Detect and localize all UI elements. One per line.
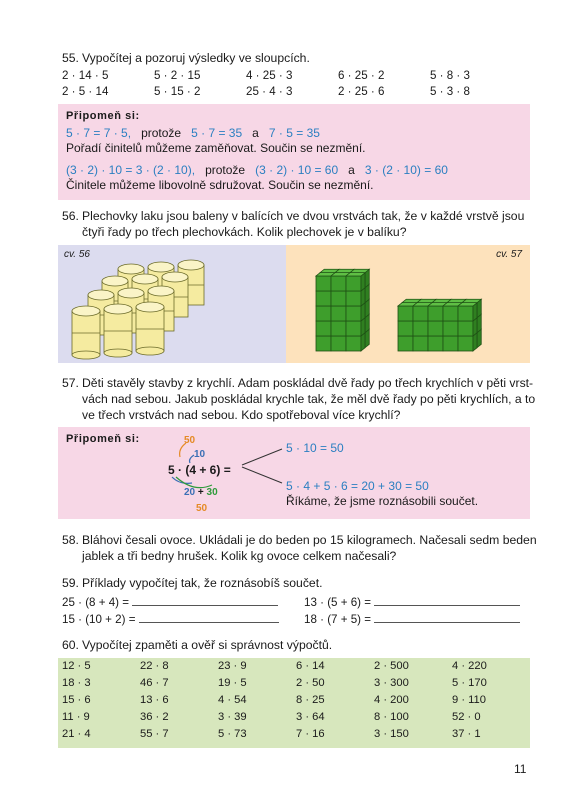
expression: 5 · 3 · 8 [430,85,470,98]
annotation-30: 30 [206,487,218,498]
blue-expression: 5 · 7 = 35 [191,126,243,140]
task-59 [62,575,322,591]
task-55-row-1 [62,69,522,82]
table-cell: 18 · 3 [62,677,91,689]
expression: 5 · 15 · 2 [154,85,201,98]
task-text-line-3: ve třech vrstvách nad sebou. Kdo spotřeboval více krychlí? [82,408,401,422]
expression: 5 · 2 · 15 [154,69,201,82]
remember-title: Připomeň si: [66,433,140,445]
can-icon [72,306,100,359]
can-icon [104,304,132,357]
expression: 2 · 5 · 14 [62,85,109,98]
task-text-line-2: čtyři řady po třech plechovkách. Kolik plechovek je v balíku? [82,225,407,239]
expression: 25 · 4 · 3 [246,85,293,98]
table-row [58,709,530,726]
task-text-line-2: jablek a tři bedny hrušek. Kolik kg ovoce celkem načesali? [82,549,397,563]
answer-line[interactable] [139,611,279,623]
task-number: 58. [62,533,79,547]
distributive-expression: 5 · (4 + 6) = [168,463,231,477]
remember-title: Připomeň si: [66,110,140,122]
word: protože [205,163,246,177]
cube-block [398,299,481,351]
exercise-13 [304,594,520,609]
task-text: Vypočítej zpaměti a ověř si správnost výpočtů. [82,638,333,652]
annotation-20: 20 [184,487,196,498]
table-cell: 15 · 6 [62,694,91,706]
answer-line[interactable] [132,594,278,606]
table-cell: 5 · 170 [452,677,487,689]
annotation-50-bottom: 50 [196,503,208,514]
expression: 2 · 25 · 6 [338,85,385,98]
remember-box-57 [58,427,530,519]
task-55-row-2 [62,85,522,98]
exercise-25 [62,594,278,609]
table-cell: 12 · 5 [62,660,91,672]
table-cell: 8 · 25 [296,694,325,706]
task-58 [62,532,537,564]
task-number: 60. [62,638,79,652]
table-cell: 8 · 100 [374,711,409,723]
table-cell: 55 · 7 [140,728,169,740]
table-cell: 4 · 220 [452,660,487,672]
word: a [348,163,355,177]
word: protože [141,126,182,140]
annotation-50-top: 50 [184,435,196,446]
table-cell: 46 · 7 [140,677,169,689]
task-number: 55. [62,51,79,65]
exercise-expression: 13 · (5 + 6) = [304,596,372,609]
task-56 [62,208,524,240]
result-line-1: 5 · 10 = 50 [286,441,344,455]
task-text: Příklady vypočítej tak, že roznásobíš součet. [82,576,323,590]
result-line-2: 5 · 4 + 5 · 6 = 20 + 30 = 50 [286,479,429,493]
table-cell: 4 · 54 [218,694,247,706]
table-cell: 2 · 50 [296,677,325,689]
exercise-15 [62,611,279,626]
table-cell: 4 · 200 [374,694,409,706]
blue-expression: 3 · (2 · 10) = 60 [364,163,448,177]
task-number: 56. [62,209,79,223]
plus-sign: + [197,487,204,498]
table-cell: 23 · 9 [218,660,247,672]
remember-line-1 [66,126,320,140]
task-60 [62,637,332,653]
table-cell: 9 · 110 [452,694,486,706]
exercise-18 [304,611,520,626]
table-cell: 52 · 0 [452,711,481,723]
expression: 4 · 25 · 3 [246,69,293,82]
cube-block [316,269,369,351]
blue-expression: 5 · 7 = 7 · 5, [66,126,132,140]
result-line-3: Říkáme, že jsme roznásobili součet. [286,494,479,508]
word: a [252,126,259,140]
table-cell: 36 · 2 [140,711,169,723]
task-text-line-1: Bláhovi česali ovoce. Ukládali je do beden po 15 kilogramech. Načesali sedm beden [82,533,537,547]
remember-line-4: Činitele můžeme libovolně sdružovat. Součin se nezmění. [66,178,374,192]
table-cell: 3 · 300 [374,677,409,689]
table-cell: 6 · 14 [296,660,325,672]
task-number: 59. [62,576,79,590]
remember-line-3 [66,163,448,177]
table-cell: 5 · 73 [218,728,247,740]
table-cell: 21 · 4 [62,728,91,740]
answer-line[interactable] [374,611,520,623]
table-cell: 3 · 39 [218,711,247,723]
task-text-line-1: Děti stavěly stavby z krychlí. Adam poskládal dvě řady po třech krychlích v pěti vrst- [82,376,534,390]
blue-expression: 7 · 5 = 35 [268,126,320,140]
table-cell: 7 · 16 [296,728,325,740]
table-row [58,692,530,709]
illustration-label: cv. 56 [64,249,90,260]
task-text-line-2: vách nad sebou. Jakub poskládal krychle tak, že měl dvě řady po pěti krychlích, a to [82,392,536,406]
table-cell: 13 · 6 [140,694,169,706]
expression: 6 · 25 · 2 [338,69,385,82]
paint-cans-illustration [58,245,286,363]
blue-expression: (3 · 2) · 10 = 60 [255,163,339,177]
task-57 [62,375,535,423]
mental-math-table [58,658,530,748]
table-cell: 19 · 5 [218,677,247,689]
expression: 5 · 8 · 3 [430,69,470,82]
task-55 [62,50,310,66]
table-cell: 3 · 150 [374,728,409,740]
task-text-line-1: Plechovky laku jsou baleny v balících ve dvou vrstvách tak, že v každé vrstvě jsou [82,209,525,223]
exercise-expression: 15 · (10 + 2) = [62,613,136,626]
expression: 2 · 14 · 5 [62,69,109,82]
page-number: 11 [514,762,527,776]
exercise-expression: 25 · (8 + 4) = [62,596,130,609]
table-row [58,726,530,743]
can-icon [136,302,164,355]
table-row [58,675,530,692]
table-cell: 37 · 1 [452,728,481,740]
annotation-10: 10 [194,449,206,460]
table-cell: 3 · 64 [296,711,325,723]
annotation-20-plus-30 [184,487,218,498]
table-cell: 2 · 500 [374,660,409,672]
illustration-label: cv. 57 [496,249,522,260]
blue-expression: (3 · 2) · 10 = 3 · (2 · 10), [66,163,196,177]
task-number: 57. [62,376,79,390]
table-cell: 22 · 8 [140,660,169,672]
table-cell: 11 · 9 [62,711,90,723]
illustration-cubes [286,245,530,363]
remember-box-55 [58,104,530,200]
illustration-cans [58,245,286,363]
exercise-expression: 18 · (7 + 5) = [304,613,372,626]
answer-line[interactable] [374,594,520,606]
cube-buildings-illustration [286,245,530,363]
remember-line-2: Pořadí činitelů můžeme zaměňovat. Součin se nezmění. [66,141,366,155]
task-text: Vypočítej a pozoruj výsledky ve sloupcích. [82,51,310,65]
table-row [58,658,530,675]
